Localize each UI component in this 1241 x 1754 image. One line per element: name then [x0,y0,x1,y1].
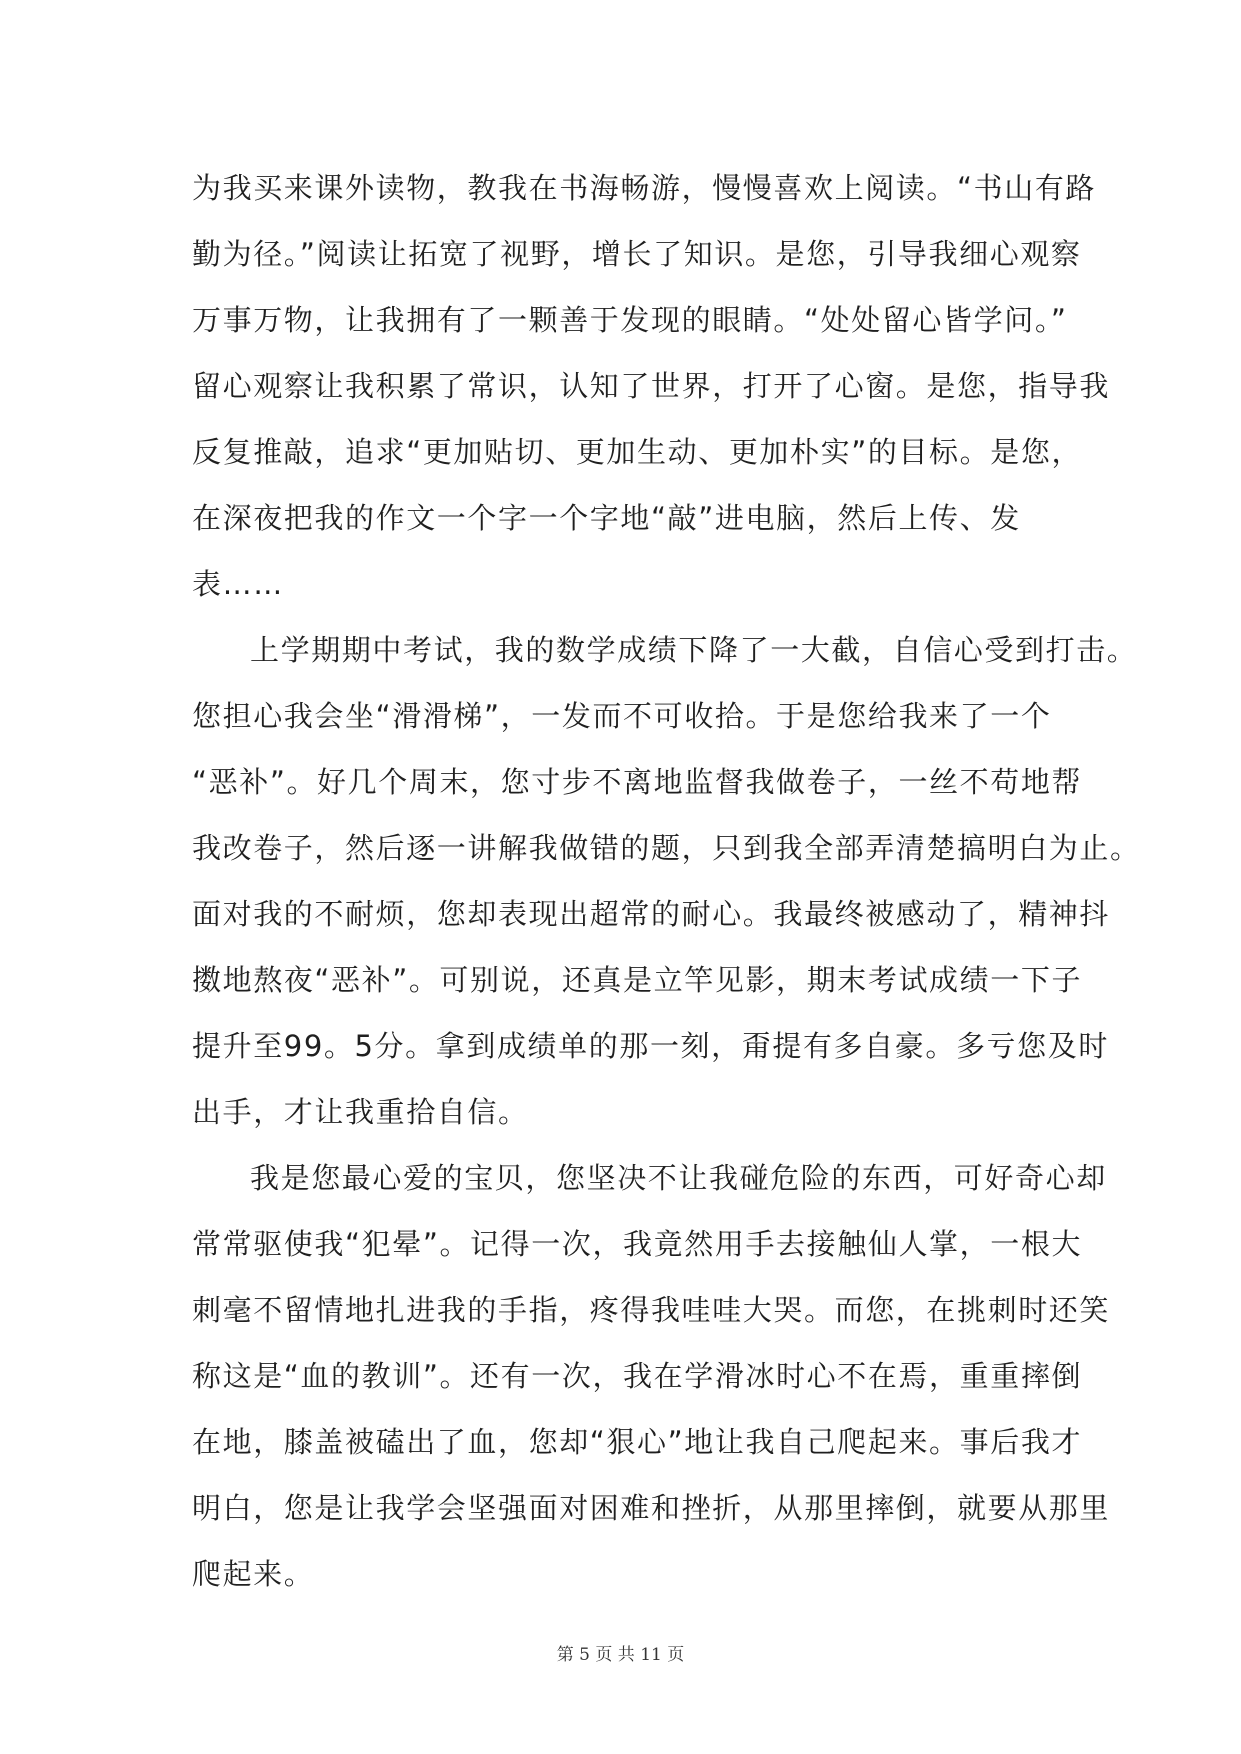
paragraph-line: 在深夜把我的作文一个字一个字地“敲”进电脑，然后上传、发 [192,501,1021,535]
paragraph-3 [192,1145,1111,1607]
paragraph-line: 出手，才让我重拾自信。 [192,1095,529,1129]
paragraph-line: 称这是“血的教训”。还有一次，我在学滑冰时心不在焉，重重摔倒 [192,1359,1083,1393]
paragraph-2 [192,617,1141,1145]
document-body [192,155,1141,1607]
paragraph-line: 提升至99。5分。拿到成绩单的那一刻，甭提有多自豪。多亏您及时 [192,1029,1109,1063]
page-number-footer: 第 5 页 共 11 页 [556,1645,685,1665]
paragraph-line: 明白，您是让我学会坚强面对困难和挫折，从那里摔倒，就要从那里 [192,1491,1111,1525]
paragraph-line: 留心观察让我积累了常识，认知了世界，打开了心窗。是您，指导我 [192,369,1111,403]
paragraph-line: 常常驱使我“犯晕”。记得一次，我竟然用手去接触仙人掌，一根大 [192,1227,1083,1261]
paragraph-line: “恶补”。好几个周末，您寸步不离地监督我做卷子，一丝不苟地帮 [192,765,1083,799]
paragraph-line: 上学期期中考试，我的数学成绩下降了一大截，自信心受到打击。 [250,633,1138,667]
paragraph-line: 刺毫不留情地扎进我的手指，疼得我哇哇大哭。而您，在挑刺时还笑 [192,1293,1111,1327]
paragraph-line: 万事万物，让我拥有了一颗善于发现的眼睛。“处处留心皆学问。” [192,303,1068,337]
paragraph-1 [192,155,1111,617]
paragraph-line: 为我买来课外读物，教我在书海畅游，慢慢喜欢上阅读。“书山有路 [192,171,1097,205]
paragraph-line: 面对我的不耐烦，您却表现出超常的耐心。我最终被感动了，精神抖 [192,897,1111,931]
paragraph-line: 擞地熬夜“恶补”。可别说，还真是立竿见影，期末考试成绩一下子 [192,963,1083,997]
paragraph-line: 爬起来。 [192,1557,315,1591]
paragraph-line: 表…… [192,567,284,601]
paragraph-line: 勤为径。”阅读让拓宽了视野，增长了知识。是您，引导我细心观察 [192,237,1082,271]
paragraph-line: 您担心我会坐“滑滑梯”，一发而不可收拾。于是您给我来了一个 [192,699,1052,733]
paragraph-line: 在地，膝盖被磕出了血，您却“狠心”地让我自己爬起来。事后我才 [192,1425,1083,1459]
paragraph-line: 我改卷子，然后逐一讲解我做错的题，只到我全部弄清楚搞明白为止。 [192,831,1141,865]
paragraph-line: 我是您最心爱的宝贝，您坚决不让我碰危险的东西，可好奇心却 [250,1161,1107,1195]
paragraph-line: 反复推敲，追求“更加贴切、更加生动、更加朴实”的目标。是您， [192,435,1083,469]
